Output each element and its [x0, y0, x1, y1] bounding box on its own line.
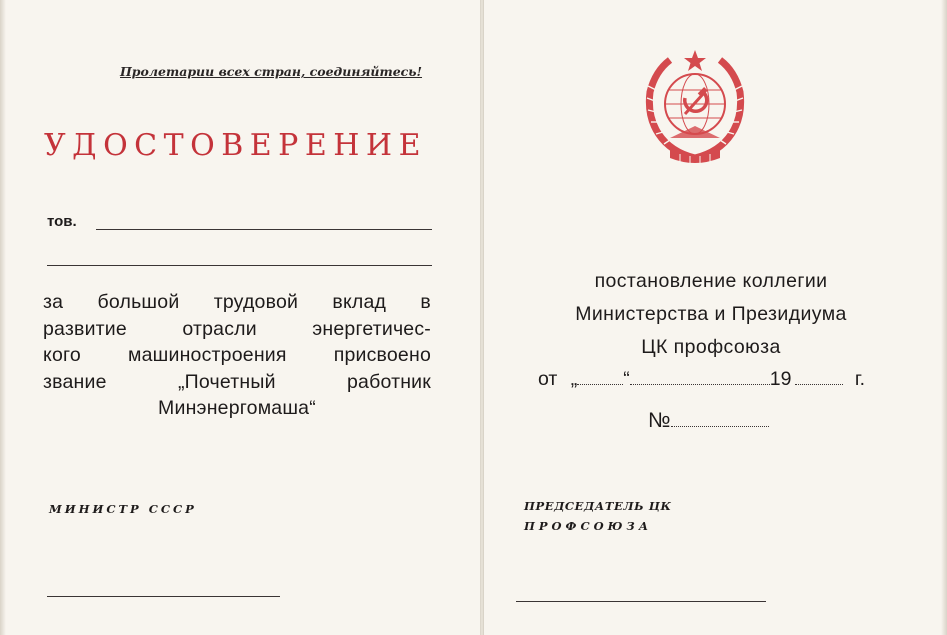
year-suffix: г. [854, 368, 866, 390]
chairman-title-line: ПРЕДСЕДАТЕЛЬ ЦК [524, 499, 672, 513]
award-text-line: звание „Почетный работник [43, 370, 431, 393]
day-blank [577, 370, 623, 385]
number-label: № [648, 409, 671, 432]
decree-number [648, 409, 769, 433]
chairman-signature-line [516, 601, 766, 602]
award-text-line: Минэнергомаша“ [158, 397, 316, 419]
decree-text [530, 265, 892, 364]
minister-signature-title: МИНИСТР СССР [49, 502, 197, 516]
date-close-quote: “ [623, 368, 630, 390]
month-blank [630, 370, 770, 385]
decree-line: Министерства и Президиума [575, 303, 847, 325]
chairman-title-line: ПРОФСОЮЗА [524, 519, 653, 533]
award-text-line: за большой трудовой вклад в [43, 291, 431, 313]
chairman-signature-title [524, 496, 672, 536]
ussr-emblem-icon [640, 46, 750, 168]
award-text [43, 289, 431, 422]
page-edge-shadow [0, 0, 6, 635]
award-text-line: кого машиностроения присвоено [43, 344, 431, 366]
date-open-quote: „ [570, 368, 578, 390]
tov-label: тов. [47, 213, 77, 230]
decree-date [538, 368, 865, 391]
award-text-line: развитие отрасли энергетичес- [43, 317, 431, 340]
year-blank [795, 370, 843, 385]
number-blank [671, 412, 769, 427]
minister-signature-line [47, 596, 280, 597]
document-title: УДОСТОВЕРЕНИЕ [44, 128, 427, 163]
date-prefix: от [538, 368, 558, 390]
decree-line: ЦК профсоюза [641, 336, 781, 358]
page-edge-shadow [941, 0, 947, 635]
name-line-1 [96, 229, 432, 230]
decree-line: постановление коллегии [594, 270, 828, 292]
name-line-2 [47, 265, 432, 266]
motto: Пролетарии всех стран, соединяйтесь! [120, 64, 423, 79]
year-prefix: 19 [769, 368, 792, 390]
